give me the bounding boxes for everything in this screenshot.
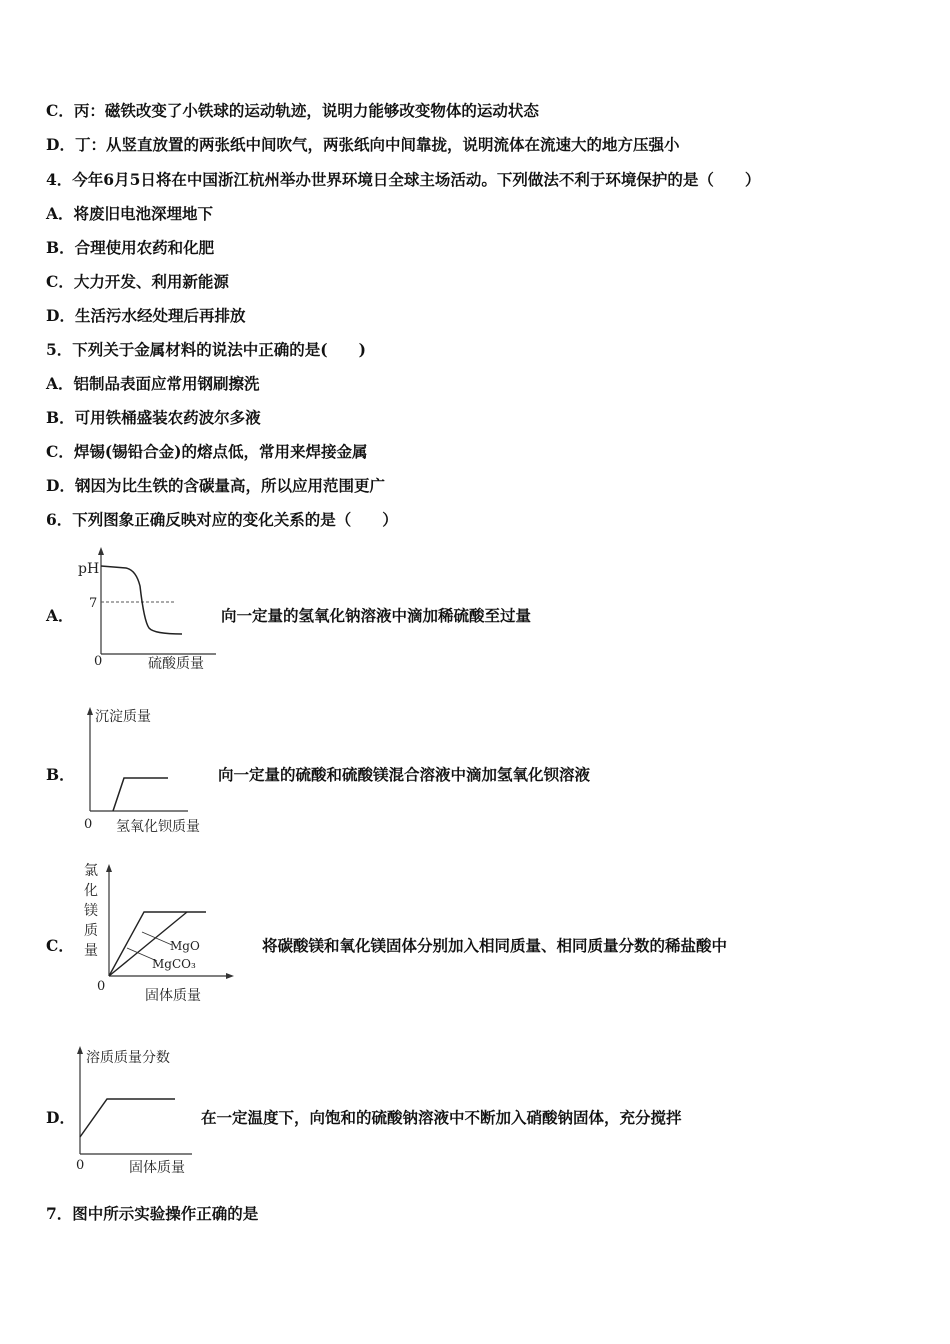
q6-c-y-label-4: 质 [84, 923, 98, 939]
q5-option-d: D．钢因为比生铁的含碳量高，所以应用范围更广 [46, 476, 385, 495]
q6-graph-a [76, 546, 226, 674]
q6-graph-c [82, 858, 242, 1008]
q3-option-c: C．丙：磁铁改变了小铁球的运动轨迹，说明力能够改变物体的运动状态 [46, 101, 539, 120]
q6-c-y-label-2: 化 [84, 883, 98, 899]
q7-stem: 7．图中所示实验操作正确的是 [46, 1204, 259, 1223]
q6-d-y-label: 溶质质量分数 [86, 1050, 170, 1066]
q6-graph-d [72, 1042, 222, 1177]
q6-a-origin: 0 [94, 654, 103, 669]
q6-a-x-label: 硫酸质量 [148, 656, 204, 672]
q6-option-c-letter: C． [46, 936, 74, 955]
q6-option-b-letter: B． [46, 765, 75, 784]
q5-stem: 5．下列关于金属材料的说法中正确的是( ) [46, 340, 366, 359]
q6-option-b-desc: 向一定量的硫酸和硫酸镁混合溶液中滴加氢氧化钡溶液 [218, 765, 591, 784]
q6-a-y-label: pH [78, 561, 100, 577]
q4-option-c: C．大力开发、利用新能源 [46, 272, 229, 291]
q6-graph-b [78, 704, 228, 836]
q6-option-a-letter: A． [46, 606, 74, 625]
q6-stem: 6．下列图象正确反映对应的变化关系的是（ ） [46, 510, 398, 529]
q6-b-x-label: 氢氧化钡质量 [116, 819, 200, 835]
q5-option-c: C．焊锡(锡铅合金)的熔点低，常用来焊接金属 [46, 442, 368, 461]
q6-c-y-label-1: 氯 [84, 863, 98, 879]
q6-c-y-label-3: 镁 [84, 903, 98, 919]
q6-d-origin: 0 [76, 1158, 85, 1173]
q4-option-d: D．生活污水经处理后再排放 [46, 306, 246, 325]
q6-a-mark-7: 7 [89, 596, 98, 611]
q6-b-origin: 0 [84, 817, 93, 832]
q6-option-d-desc: 在一定温度下，向饱和的硫酸钠溶液中不断加入硝酸钠固体，充分搅拌 [201, 1108, 682, 1127]
q6-option-c-desc: 将碳酸镁和氧化镁固体分别加入相同质量、相同质量分数的稀盐酸中 [262, 936, 728, 955]
q6-option-a-desc: 向一定量的氢氧化钠溶液中滴加稀硫酸至过量 [221, 606, 532, 625]
q5-option-b: B．可用铁桶盛装农药波尔多液 [46, 408, 261, 427]
q6-d-x-label: 固体质量 [129, 1160, 185, 1176]
q6-b-y-label: 沉淀质量 [95, 709, 151, 725]
q6-c-curve-mgo: MgO [170, 939, 200, 953]
q6-c-origin: 0 [97, 979, 106, 994]
q6-c-y-label-5: 量 [84, 943, 98, 959]
q6-option-d-letter: D． [46, 1108, 75, 1127]
q5-option-a: A．铝制品表面应常用钢刷擦洗 [46, 374, 260, 393]
q4-option-a: A．将废旧电池深埋地下 [46, 204, 214, 223]
q3-option-d: D．丁：从竖直放置的两张纸中间吹气，两张纸向中间靠拢，说明流体在流速大的地方压强小 [46, 135, 680, 154]
q6-c-curve-mgco3: MgCO₃ [152, 957, 196, 971]
q4-stem: 4．今年6月5日将在中国浙江杭州举办世界环境日全球主场活动。下列做法不利于环境保护的是（ ） [46, 170, 761, 189]
q6-c-x-label: 固体质量 [145, 988, 201, 1004]
q4-option-b: B．合理使用农药和化肥 [46, 238, 215, 257]
